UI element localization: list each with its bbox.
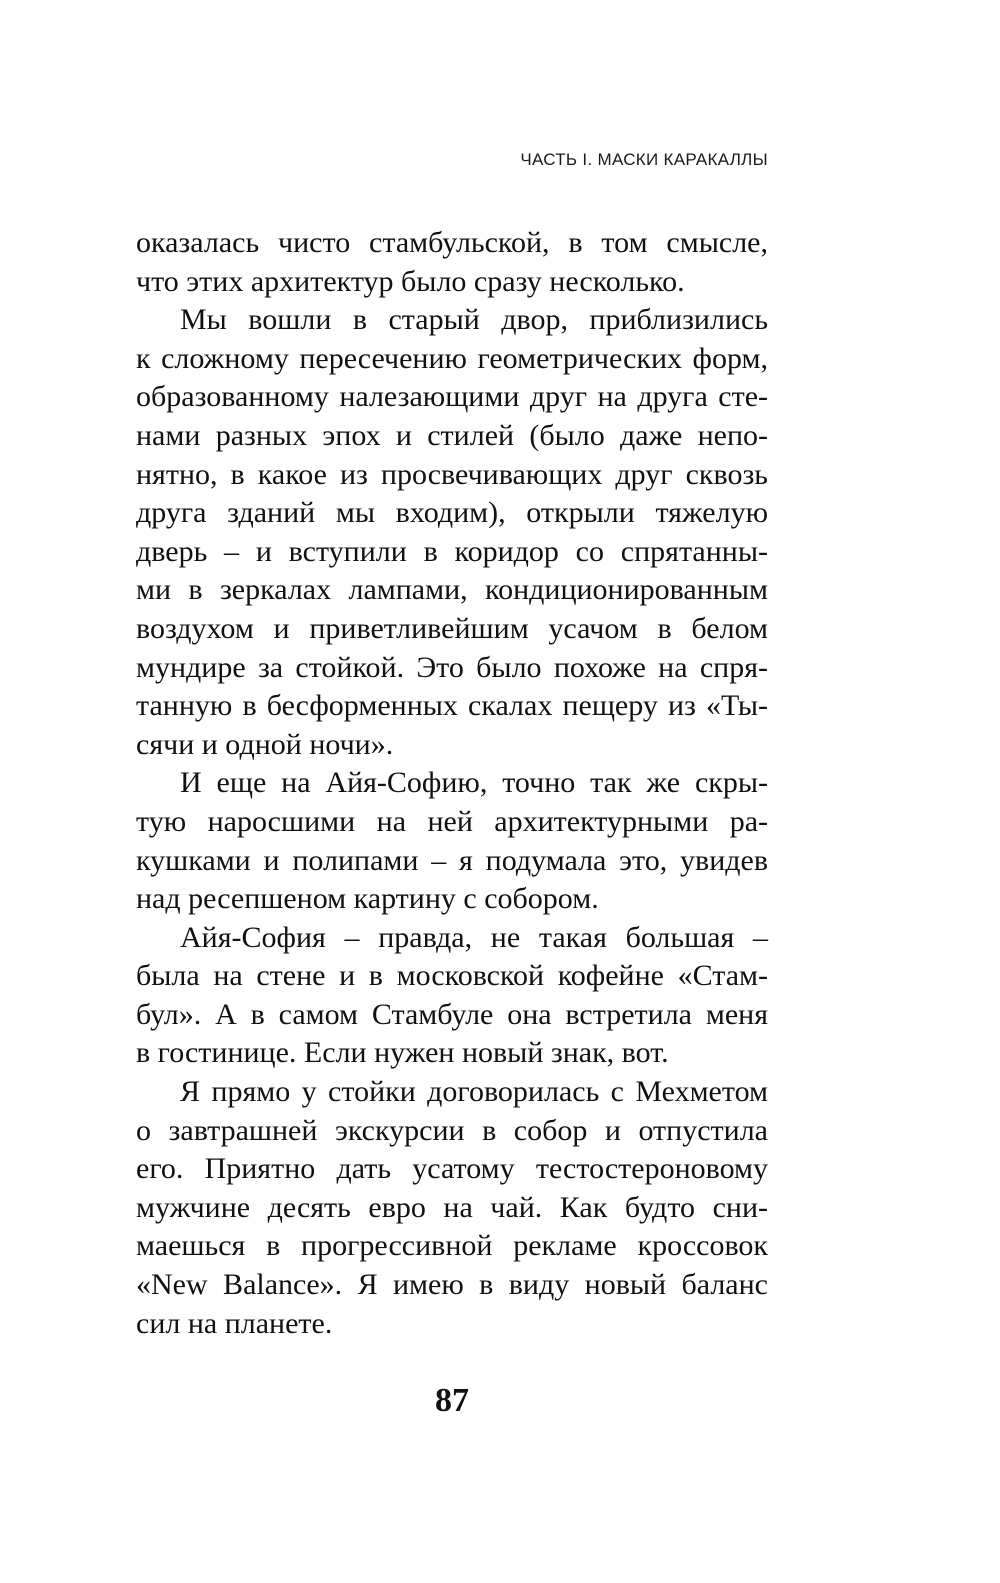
text-line: мундире за стойкой. Это было похоже на спря- [136, 650, 768, 684]
text-line: кушками и полипами – я подумала это, увидев [136, 843, 768, 877]
text-line: мужчине десять евро на чай. Как будто сни- [136, 1190, 768, 1224]
text-line: сячи и одной ночи». [136, 727, 394, 761]
text-line: «New Balance». Я имею в виду новый баланс [136, 1268, 768, 1302]
text-line: друга зданий мы входим), открыли тяжелую [136, 496, 768, 530]
text-line: над ресепшеном картину с собором. [136, 882, 599, 916]
text-line: дверь – и вступили в коридор со спрятанны- [136, 534, 768, 568]
text-line: образованному налезающими друг на друга сте- [136, 380, 768, 414]
text-line: в гостинице. Если нужен новый знак, вот. [136, 1036, 669, 1070]
text-line: Мы вошли в старый двор, приблизились [180, 303, 768, 337]
text-line: воздухом и приветливейшим усачом в белом [136, 611, 768, 645]
text-line: о завтрашней экскурсии в собор и отпустила [136, 1113, 768, 1147]
text-line: сил на планете. [136, 1306, 333, 1340]
text-line: тую наросшими на ней архитектурными ра- [136, 804, 768, 838]
text-line: его. Приятно дать усатому тестостероновому [136, 1152, 768, 1186]
text-line: И еще на Айя-Софию, точно так же скры- [180, 766, 768, 800]
text-line: к сложному пересечению геометрических форм, [136, 341, 768, 375]
text-line: нятно, в какое из просвечивающих друг сквозь [136, 457, 768, 491]
running-head: ЧАСТЬ I. МАСКИ КАРАКАЛЛЫ [520, 150, 768, 169]
text-line: маешься в прогрессивной рекламе кроссовок [136, 1229, 768, 1263]
body-text [136, 224, 768, 1343]
text-line: бул». А в самом Стамбуле она встретила меня [136, 997, 768, 1031]
text-line: что этих архитектур было сразу несколько. [136, 264, 685, 298]
page-number: 87 [435, 1382, 469, 1419]
text-line: Айя-София – правда, не такая большая – [180, 920, 768, 954]
text-line: нами разных эпох и стилей (было даже непо- [136, 418, 768, 452]
text-line: ми в зеркалах лампами, кондиционированным [136, 573, 768, 607]
text-line: танную в бесформенных скалах пещеру из «Ты- [136, 689, 768, 723]
text-line: была на стене и в московской кофейне «Стам- [136, 959, 768, 993]
text-line: Я прямо у стойки договорилась с Мехметом [180, 1075, 768, 1109]
text-line: оказалась чисто стамбульской, в том смысле, [136, 226, 768, 259]
